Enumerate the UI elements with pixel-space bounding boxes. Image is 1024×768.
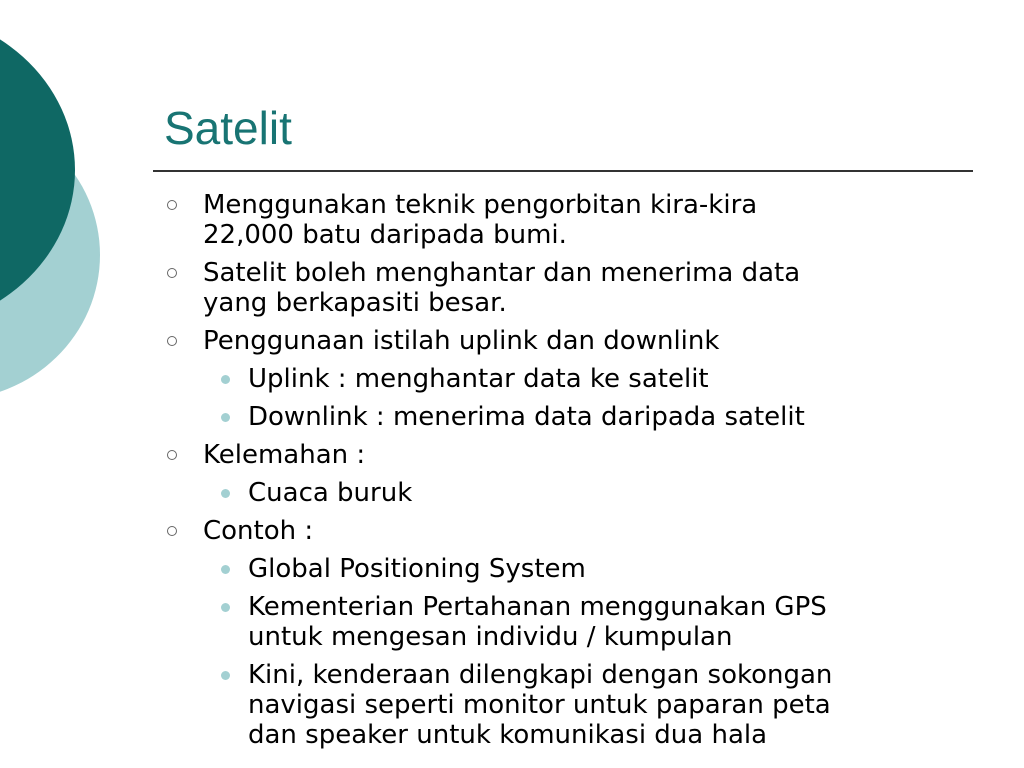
hollow-circle-bullet-icon [167, 526, 177, 536]
filled-dot-bullet-icon [221, 375, 230, 384]
filled-dot-bullet-icon [221, 489, 230, 498]
sub-bullet-item [209, 364, 964, 394]
bullet-item [164, 258, 964, 318]
sub-bullet-text: Kementerian Pertahanan menggunakan GPS untuk mengesan individu / kumpulan [248, 592, 827, 652]
sub-bullet-text: Global Positioning System [248, 554, 586, 584]
filled-dot-bullet-icon [221, 413, 230, 422]
hollow-circle-bullet-icon [167, 450, 177, 460]
bullet-text: Contoh : [203, 516, 314, 546]
slide-title: Satelit [164, 102, 292, 154]
title-divider [153, 170, 973, 172]
bullet-item [164, 190, 964, 250]
sub-bullet-item [209, 592, 964, 652]
sub-bullet-item [209, 660, 964, 750]
hollow-circle-bullet-icon [167, 336, 177, 346]
filled-dot-bullet-icon [221, 603, 230, 612]
bullet-text: Kelemahan : [203, 440, 366, 470]
bullet-text: Menggunakan teknik pengorbitan kira-kira 22,000 batu daripada bumi. [203, 190, 758, 250]
sub-bullet-item [209, 402, 964, 432]
bullet-item [164, 516, 964, 546]
sub-bullet-item [209, 478, 964, 508]
hollow-circle-bullet-icon [167, 268, 177, 278]
bullet-list [164, 190, 964, 758]
bullet-text: Penggunaan istilah uplink dan downlink [203, 326, 720, 356]
sub-bullet-text: Kini, kenderaan dilengkapi dengan sokongan navigasi seperti monitor untuk paparan peta dan speaker untuk komunikasi dua hala [248, 660, 833, 750]
sub-bullet-text: Downlink : menerima data daripada satelit [248, 402, 805, 432]
sub-bullet-text: Cuaca buruk [248, 478, 413, 508]
sub-bullet-item [209, 554, 964, 584]
filled-dot-bullet-icon [221, 565, 230, 574]
sub-bullet-text: Uplink : menghantar data ke satelit [248, 364, 709, 394]
hollow-circle-bullet-icon [167, 200, 177, 210]
bullet-item [164, 326, 964, 356]
bullet-text: Satelit boleh menghantar dan menerima data yang berkapasiti besar. [203, 258, 801, 318]
filled-dot-bullet-icon [221, 671, 230, 680]
bullet-item [164, 440, 964, 470]
